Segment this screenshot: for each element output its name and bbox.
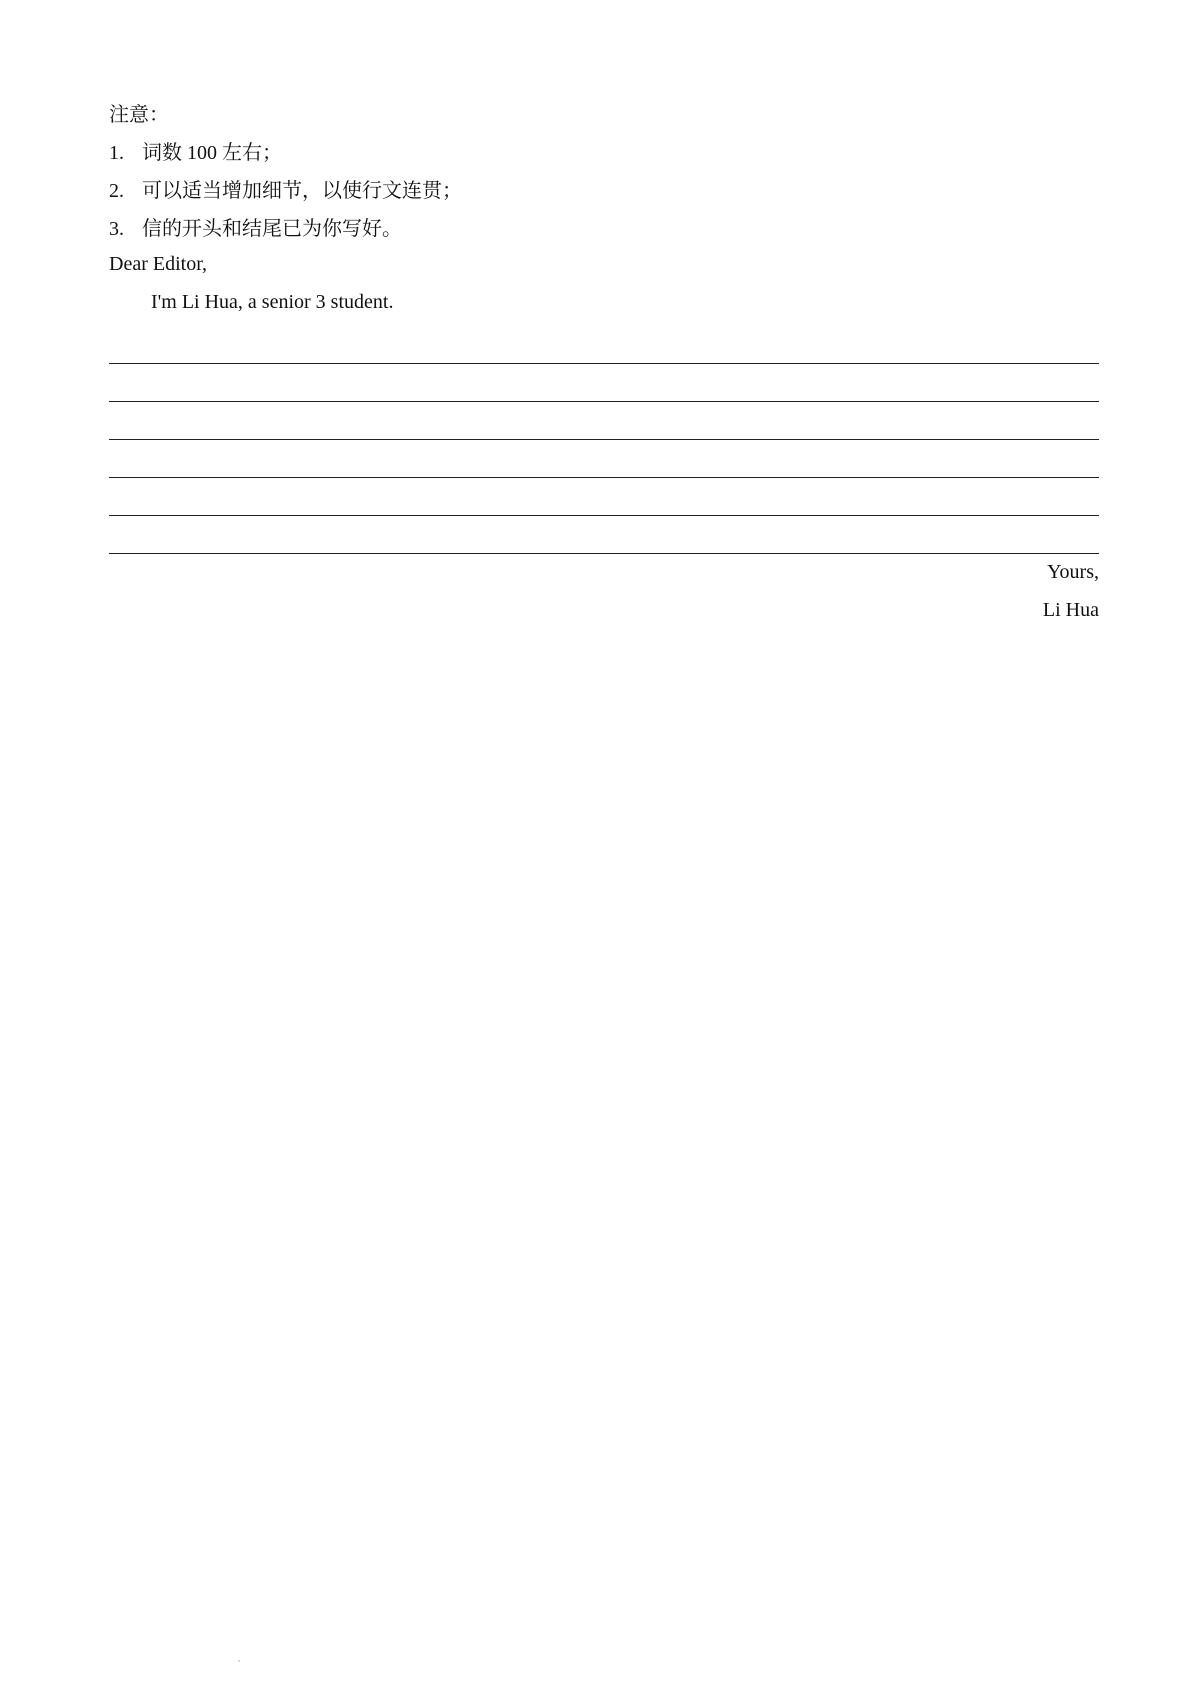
note-item-3 bbox=[109, 210, 1009, 248]
writing-instructions bbox=[109, 96, 1009, 248]
answer-line[interactable] bbox=[109, 478, 1099, 516]
note-number: 2. bbox=[109, 180, 124, 202]
footer-mark bbox=[238, 1660, 240, 1662]
note-item-1 bbox=[109, 134, 1009, 172]
note-text: 信的开头和结尾已为你写好。 bbox=[142, 218, 402, 240]
signature: Li Hua bbox=[1042, 599, 1099, 621]
note-number: 1. bbox=[109, 142, 124, 164]
answer-lines bbox=[109, 326, 1099, 554]
answer-line[interactable] bbox=[109, 402, 1099, 440]
note-number: 3. bbox=[109, 218, 124, 240]
answer-line[interactable] bbox=[109, 364, 1099, 402]
answer-line[interactable] bbox=[109, 516, 1099, 554]
note-text: 可以适当增加细节，以使行文连贯； bbox=[142, 180, 462, 202]
letter-opening-sentence: I'm Li Hua, a senior 3 student. bbox=[151, 291, 394, 313]
closing-phrase: Yours, bbox=[1047, 561, 1099, 583]
answer-line[interactable] bbox=[109, 440, 1099, 478]
note-item-2 bbox=[109, 172, 1009, 210]
letter-closing bbox=[1043, 553, 1099, 629]
notes-title: 注意： bbox=[109, 104, 169, 126]
note-text: 词数 100 左右； bbox=[142, 142, 282, 164]
letter-greeting: Dear Editor, bbox=[109, 253, 208, 275]
answer-line[interactable] bbox=[109, 326, 1099, 364]
